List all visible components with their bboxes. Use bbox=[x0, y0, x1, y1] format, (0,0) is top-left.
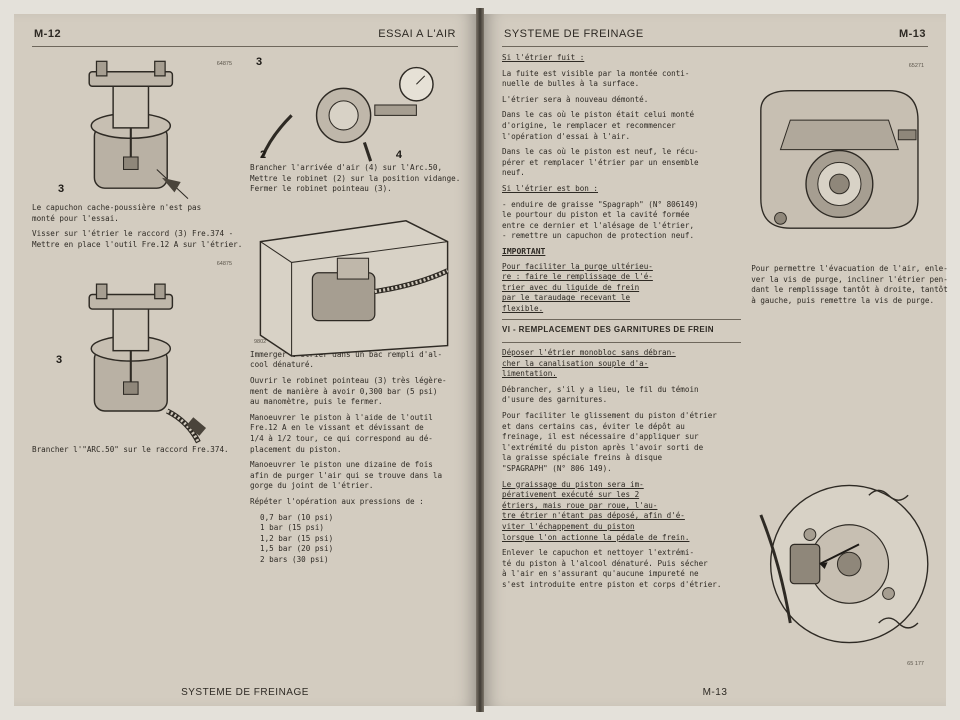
figure-code: 65271 bbox=[908, 63, 924, 69]
page-number: M-12 bbox=[34, 28, 62, 40]
section-rule bbox=[502, 342, 741, 343]
paragraph: Répéter l'opération aux pressions de : bbox=[250, 496, 424, 506]
paragraph: Ouvrir le robinet pointeau (3) très légère- ment de manière à avoir 0,300 bar (5 psi) au manomètre, puis le fermer. bbox=[250, 375, 447, 407]
important-label: IMPORTANT bbox=[502, 246, 546, 256]
figure-callout: 3 bbox=[58, 183, 65, 196]
paragraph: Manoeuvrer le piston une dizaine de fois afin de purger l'air qui se trouve dans la gorge du joint de l'étrier. bbox=[250, 460, 443, 491]
paragraph: Débrancher, s'il y a lieu, le fil du témoin d'usure des garnitures. bbox=[502, 384, 699, 405]
pressure-item: 1 bar (15 psi) bbox=[260, 523, 325, 533]
column-right bbox=[751, 53, 948, 693]
figure-code: 9802 bbox=[254, 339, 267, 346]
page-header bbox=[32, 28, 458, 47]
page-m13 bbox=[484, 14, 946, 706]
arc50-valve-illustration bbox=[250, 53, 458, 167]
paragraph: Brancher l'arrivée d'air (4) sur l'Arc.50, Mettre le robinet (2) sur la position vidange. Fermer le robinet pointeau (3). bbox=[250, 163, 461, 194]
caliper-top-view-illustration bbox=[751, 71, 928, 253]
column-right bbox=[250, 53, 461, 693]
paragraph: L'étrier sera à nouveau démonté. bbox=[502, 94, 649, 104]
paragraph: Déposer l'étrier monobloc sans débran- cher la canalisation souple d'a- limentation. bbox=[502, 348, 676, 379]
figure-code: 65 177 bbox=[907, 660, 924, 667]
paragraph: Manoeuvrer le piston à l'aide de l'outil Fre.12 A en le vissant et dévissant de 1/4 à 1/2 tour, ce qui correspond au dé- placement du piston. bbox=[250, 412, 433, 454]
subheading: Si l'étrier fuit : bbox=[502, 53, 585, 62]
column-left bbox=[502, 53, 741, 693]
page-number: M-13 bbox=[898, 28, 926, 40]
paragraph: Dans le cas où le piston est neuf, le récu- pérer et remplacer l'étrier par un ensemble neuf. bbox=[502, 147, 699, 178]
caliper-hose-illustration bbox=[32, 255, 240, 453]
page-footer: SYSTEME DE FREINAGE bbox=[181, 687, 309, 698]
column-left bbox=[32, 53, 243, 693]
figure-callout: 2 bbox=[260, 149, 267, 162]
wheel-hub-illustration bbox=[751, 456, 928, 667]
immersion-tank-illustration bbox=[250, 200, 458, 356]
paragraph: Enlever le capuchon et nettoyer l'extrémi- té du piston à l'alcool dénaturé. Puis sécher à l'air en s'assurant qu'aucune impureté ne s'est introduite entre piston et corps d'étrier. bbox=[502, 548, 722, 589]
page-header-title: ESSAI A L'AIR bbox=[378, 28, 456, 40]
subheading: Si l'étrier est bon : bbox=[502, 183, 599, 193]
section-rule bbox=[502, 319, 741, 320]
paragraph: Le graissage du piston sera im- pérativement exécuté sur les 2 étriers, mais roue par roue, l'au- tre étrier n'étant pas déposé, afin d'é- viter l'échappement du piston lorsque l'on actionne la pédale de frein. bbox=[502, 479, 690, 542]
figure-callout: 3 bbox=[56, 354, 63, 367]
book-gutter bbox=[476, 8, 484, 712]
pressure-item: 0,7 bar (10 psi) bbox=[260, 512, 334, 522]
page-header-title: SYSTEME DE FREINAGE bbox=[504, 28, 644, 40]
paragraph: - enduire de graisse "Spagraph" (N° 806149) le pourtour du piston et la cavité formée entre ce dernier et l'alésage de l'étrier, - remettre un capuchon de protection neuf. bbox=[502, 199, 699, 241]
paragraph: Dans le cas où le piston était celui monté d'origine, le remplacer et recommencer l'opération d'essai à l'air. bbox=[502, 110, 695, 141]
paragraph: Immerger l'étrier dans un bac rempli d'al- cool dénaturé. bbox=[250, 349, 443, 370]
pressure-item: 1,5 bar (20 psi) bbox=[260, 544, 334, 554]
page-m12 bbox=[14, 14, 476, 706]
pressure-item: 1,2 bar (15 psi) bbox=[260, 533, 334, 543]
paragraph: Visser sur l'étrier le raccord (3) Fre.374 - Mettre en place l'outil Fre.12 A sur l'étrier. bbox=[32, 229, 243, 249]
section-title: VI - REMPLACEMENT DES GARNITURES DE FREIN bbox=[502, 325, 714, 335]
page-footer: M-13 bbox=[702, 687, 728, 698]
paragraph: Le capuchon cache-poussière n'est pas monté pour l'essai. bbox=[32, 203, 202, 223]
figure-callout: 3 bbox=[256, 56, 263, 68]
pressure-item: 2 bars (30 psi) bbox=[260, 554, 329, 564]
pressure-list bbox=[250, 513, 458, 566]
figure-caliper-tool-2 bbox=[32, 255, 240, 445]
figure-immersion-tank bbox=[250, 200, 458, 350]
paragraph: Pour faciliter la purge ultérieu- re : faire le remplissage de l'é- trier avec du liquide de frein par le taraudage recevant le flexible. bbox=[502, 261, 653, 313]
paragraph: La fuite est visible par la montée conti- nuelle de bulles à la surface. bbox=[502, 68, 690, 89]
figure-caliper-top-view bbox=[751, 63, 928, 256]
figure-code: 64875 bbox=[216, 261, 232, 268]
paragraph: Pour faciliter le glissement du piston d'étrier et dans certains cas, éviter le dépôt au freinage, il est nécessaire d'appliquer sur l'extrémité du piston après l'avoir sorti de la graisse spéciale freins à disque "SPAGRAPH" (N° 806 149). bbox=[502, 411, 717, 473]
paragraph: Brancher l'"ARC.50" sur le raccord Fre.374. bbox=[32, 445, 229, 455]
figure-caliper-tool-1 bbox=[32, 53, 240, 203]
figure-arc50-valve bbox=[250, 53, 458, 163]
figure-code: 64875 bbox=[216, 61, 232, 67]
page-header bbox=[502, 28, 928, 47]
figure-callout: 4 bbox=[395, 149, 402, 162]
paragraph: Pour permettre l'évacuation de l'air, enle- ver la vis de purge, incliner l'étrier pen- dant le remplissage tantôt à droite, tantôt à gauche, puis remettre la vis de purge. bbox=[751, 264, 948, 305]
figure-wheel-hub bbox=[751, 456, 928, 671]
